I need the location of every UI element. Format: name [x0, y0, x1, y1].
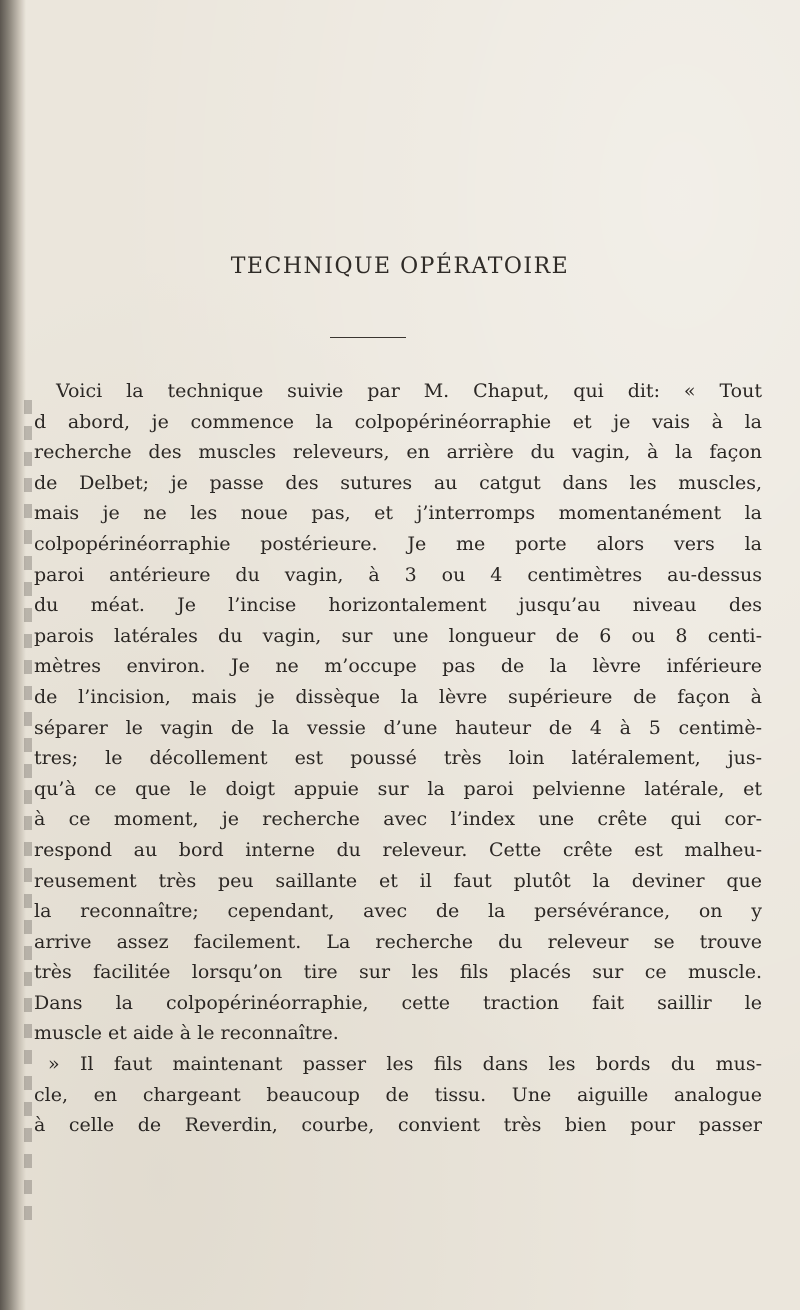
text-line: de l’incision, mais je dissèque la lèvre supérieure de façon à: [34, 685, 762, 708]
text-line: cle, en chargeant beaucoup de tissu. Une aiguille analogue: [34, 1083, 762, 1106]
text-line: à ce moment, je recherche avec l’index une crête qui cor-: [34, 808, 762, 831]
text-line: Voici la technique suivie par M. Chaput, qui dit: « Tout: [56, 380, 762, 402]
text-line: » Il faut maintenant passer les fils dans les bords du mus-: [48, 1053, 762, 1076]
text-line: Dans la colpopérinéorraphie, cette traction fait saillir le: [34, 991, 762, 1014]
body-text: [34, 376, 762, 1141]
text-line: à celle de Reverdin, courbe, convient très bien pour passer: [34, 1114, 762, 1137]
text-line: muscle et aide à le reconnaître.: [34, 1022, 339, 1045]
title-divider: [330, 337, 406, 338]
text-line: de Delbet; je passe des sutures au catgut dans les muscles,: [34, 471, 762, 494]
text-line: parois latérales du vagin, sur une longueur de 6 ou 8 centi-: [34, 624, 762, 647]
text-line: arrive assez facilement. La recherche du releveur se trouve: [34, 930, 762, 953]
text-line: mais je ne les noue pas, et j’interromps momentanément la: [34, 502, 762, 525]
text-line: la reconnaître; cependant, avec de la persévérance, on y: [34, 900, 762, 923]
text-line: paroi antérieure du vagin, à 3 ou 4 centimètres au-dessus: [34, 563, 762, 586]
text-line: très facilitée lorsqu’on tire sur les fils placés sur ce muscle.: [34, 961, 762, 984]
binding-marks: [24, 400, 32, 1230]
text-line: du méat. Je l’incise horizontalement jusqu’au niveau des: [34, 594, 762, 617]
text-line: tres; le décollement est poussé très loin latéralement, jus-: [34, 747, 762, 770]
text-line: mètres environ. Je ne m’occupe pas de la lèvre inférieure: [34, 655, 762, 678]
text-line: respond au bord interne du releveur. Cette crête est malheu-: [34, 838, 762, 861]
text-line: séparer le vagin de la vessie d’une hauteur de 4 à 5 centimè-: [34, 716, 762, 739]
text-line: reusement très peu saillante et il faut plutôt la deviner que: [34, 869, 762, 892]
text-line: d abord, je commence la colpopérinéorraphie et je vais à la: [34, 410, 762, 433]
text-line: recherche des muscles releveurs, en arrière du vagin, à la façon: [34, 441, 762, 464]
text-line: colpopérinéorraphie postérieure. Je me porte alors vers la: [34, 532, 762, 555]
text-line: qu’à ce que le doigt appuie sur la paroi pelvienne latérale, et: [34, 777, 762, 800]
book-spine-shadow: [0, 0, 26, 1310]
page-title: TECHNIQUE OPÉRATOIRE: [230, 254, 570, 279]
